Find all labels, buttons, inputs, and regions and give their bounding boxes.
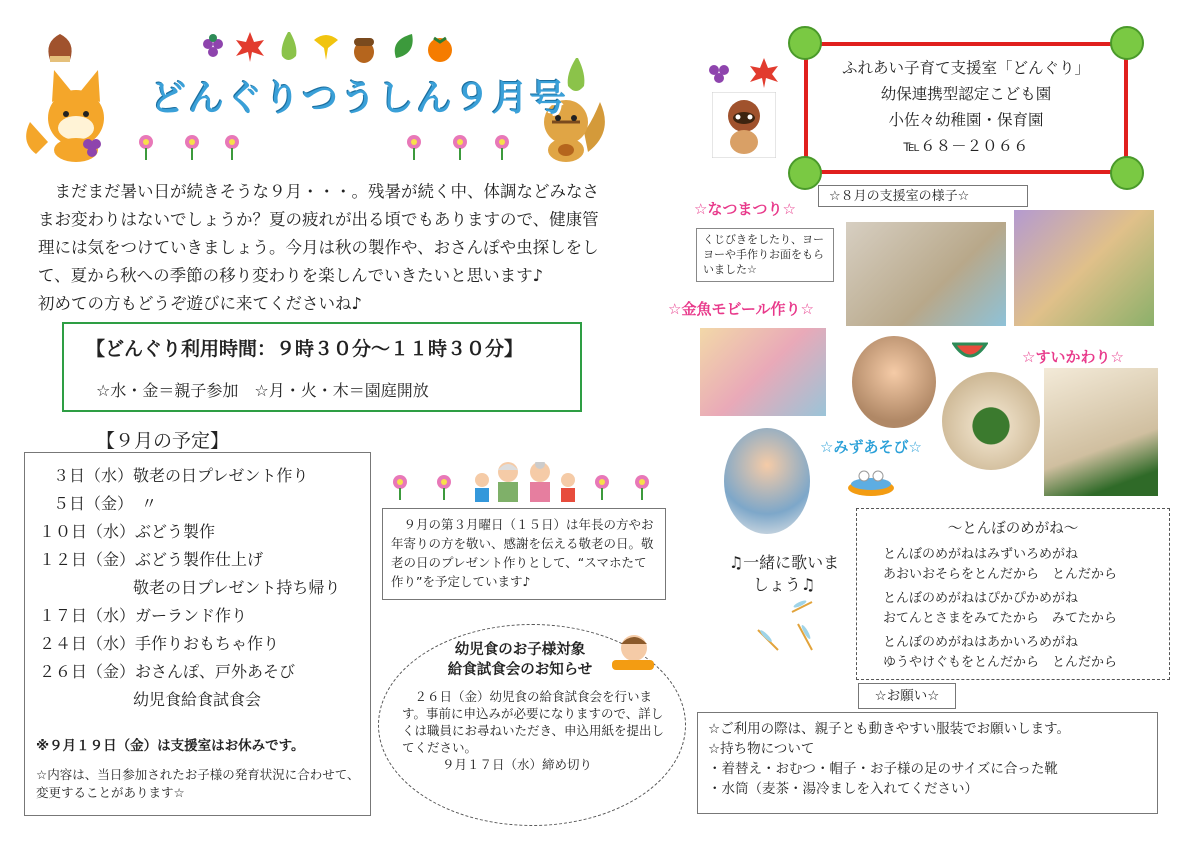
song-box [856,508,1170,680]
kingyo-photo [700,328,826,416]
persimmon-icon [428,38,452,62]
hours-box [62,322,582,412]
dragonfly-icon [758,629,778,650]
flower-icon [139,135,153,160]
hours-detail: ☆水・金＝親子参加 ☆月・火・木＝園庭開放 [96,381,429,400]
song-line: とんぼのめがねはぴかぴかめがね [883,591,1079,606]
dragonfly-decoration [752,596,848,662]
keiro-note: ９月の第３月曜日（１５日）は年長の方やお年寄りの方を敬い、感謝を伝える敬老の日。敬老の日のプレゼント作りとして、“スマホたて作り”を予定しています♪ [382,508,666,600]
intro-line: 初めての方もどうぞ遊びに来てくださいね♪ [38,294,363,313]
photos-section-title: ☆８月の支援室の様子☆ [818,185,1028,207]
acorn-icon [354,38,374,63]
flower-icon [453,135,467,160]
watermelon-slice-icon [952,340,988,364]
schedule-item: ２４日（水）手作りおもちゃ作り [39,634,280,653]
intro-line: まお変わりはないでしょうか？夏の疲れが出る頃でもありますので、健康管 [38,210,599,229]
ginkgo-leaf-icon [314,35,338,60]
song-line: あおいおそらをとんだから とんだから [883,567,1118,582]
flower-icon [595,475,609,500]
schedule-box [24,452,371,816]
green-leaf-icon [395,34,413,58]
child-icon [561,473,575,502]
child-icon [475,473,489,502]
grandmother-icon [530,462,550,502]
shishokukai-body-text: ２６日（金）幼児食の給食試食会を行います。事前に申込みが必要になりますので、詳しくは職員にお尋ねいただき、申込用紙を提出してください。 [402,689,665,755]
schedule-item: １７日（水）ガーランド作り [39,606,248,625]
schedule-item: ２６日（金）おさんぽ、戸外あそび [39,662,296,681]
kingyo-label: ☆金魚モビール作り☆ [668,300,814,318]
schedule-item: １０日（水）ぶどう製作 [39,522,216,541]
song-line: とんぼのめがねはあかいろめがね [883,635,1079,650]
raccoon-dog-icon [712,92,776,158]
corner-circle [1110,26,1144,60]
sing-invite: ♫一緒に歌いましょう♫ [728,553,840,594]
request-box [697,712,1158,814]
schedule-item: １２日（金）ぶどう製作仕上げ [39,550,264,569]
contact-phone: ℡６８－２０６６ [903,137,1029,155]
suikawari-photo [1044,368,1158,496]
closed-note: ※９月１９日（金）は支援室はお休みです。 [36,738,305,754]
contact-box [804,42,1128,174]
fox-with-grapes-icon [18,62,118,162]
grape-leaf-decoration [706,58,786,88]
song-line: ゆうやけぐもをとんだから とんだから [883,655,1118,670]
shishokukai-title-line: 給食試食会のお知らせ [447,662,593,678]
shishokukai-deadline: ９月１７日（水）締め切り [442,757,593,772]
song-title: ～とんぼのめがね～ [947,521,1079,537]
schedule-item: 敬老の日プレゼント持ち帰り [133,578,341,597]
corner-circle [788,26,822,60]
corner-circle [788,156,822,190]
schedule-item: ５日（金） 〃 [53,494,158,513]
dragonfly-icon [798,624,812,650]
shishokukai-title [420,640,620,680]
contact-line: ふれあい子育て支援室「どんぐり」 [841,59,1090,77]
intro-line: まだまだ暑い日が続きそうな９月・・・。残暑が続く中、体調などみなさ [54,182,599,201]
corner-circle [1110,156,1144,190]
schedule-item: 幼児食給食試食会 [133,690,262,709]
flower-icon [393,475,407,500]
intro-line: て、夏から秋への季節の移り変わりを楽しんでいきたいと思います♪ [38,266,544,285]
contact-line: 幼保連携型認定こども園 [880,85,1052,103]
natsumatsuri-photo [846,222,1006,326]
request-line: ・水筒（麦茶・湯冷ましを入れてください） [708,781,978,797]
schedule-title: 【９月の予定】 [96,430,230,452]
flower-icon [437,475,451,500]
flower-icon [225,135,239,160]
child-eating-icon [606,632,660,672]
shishokukai-body [402,688,674,773]
contact-line: 小佐々幼稚園・保育園 [888,111,1044,129]
grape-icon [203,34,223,57]
natsumatsuri-caption: くじびきをしたり、ヨーヨーや手作りお面をもらいました☆ [696,228,834,282]
dragonfly-icon [792,599,812,612]
mizuasobi-label: ☆みずあそび☆ [820,438,922,456]
grape-icon [709,65,729,83]
natsumatsuri-label: ☆なつまつり☆ [694,200,796,218]
flower-icon [635,475,649,500]
newsletter-title: どんぐりつうしん９月号 [150,78,569,119]
natsumatsuri-photo [1014,210,1154,326]
request-line: ・着替え・おむつ・帽子・お子様の足のサイズに合った靴 [708,761,1058,777]
kiddie-pool-icon [846,464,896,498]
mizuasobi-photo [724,428,810,534]
request-line: ☆持ち物について [708,741,815,757]
watermelon-eating-photo [852,336,936,428]
change-note: ☆内容は、当日参加されたお子様の発育状況に合わせて、変更することがあります☆ [36,767,360,800]
flower-icon [407,135,421,160]
request-line: ☆ご利用の際は、親子とも動きやすい服装でお願いします。 [708,721,1071,737]
request-title: ☆お願い☆ [858,683,956,709]
intro-line: 理には気をつけていきましょう。今月は秋の製作や、おさんぽや虫探しをし [38,238,599,257]
suikawari-label: ☆すいかわり☆ [1022,348,1124,366]
chestnut-icon [48,34,71,62]
suikawari-photo [942,372,1040,470]
song-line: とんぼのめがねはみずいろめがね [883,547,1079,562]
schedule-item: ３日（水）敬老の日プレゼント作り [53,466,309,485]
flower-row-decoration [112,132,542,162]
flower-icon [185,135,199,160]
grandfather-icon [498,462,518,502]
song-line: おてんとさまをみてたから みてたから [883,611,1117,626]
pear-icon [282,32,297,60]
intro-text [38,178,618,318]
maple-leaf-icon [236,32,264,62]
hours-title: 【どんぐり利用時間：９時３０分～１１時３０分】 [86,338,524,360]
maple-leaf-icon [750,58,778,88]
shishokukai-title-line: 幼児食のお子様対象 [454,642,586,658]
flower-icon [495,135,509,160]
elderly-couple-illustration [388,462,658,504]
